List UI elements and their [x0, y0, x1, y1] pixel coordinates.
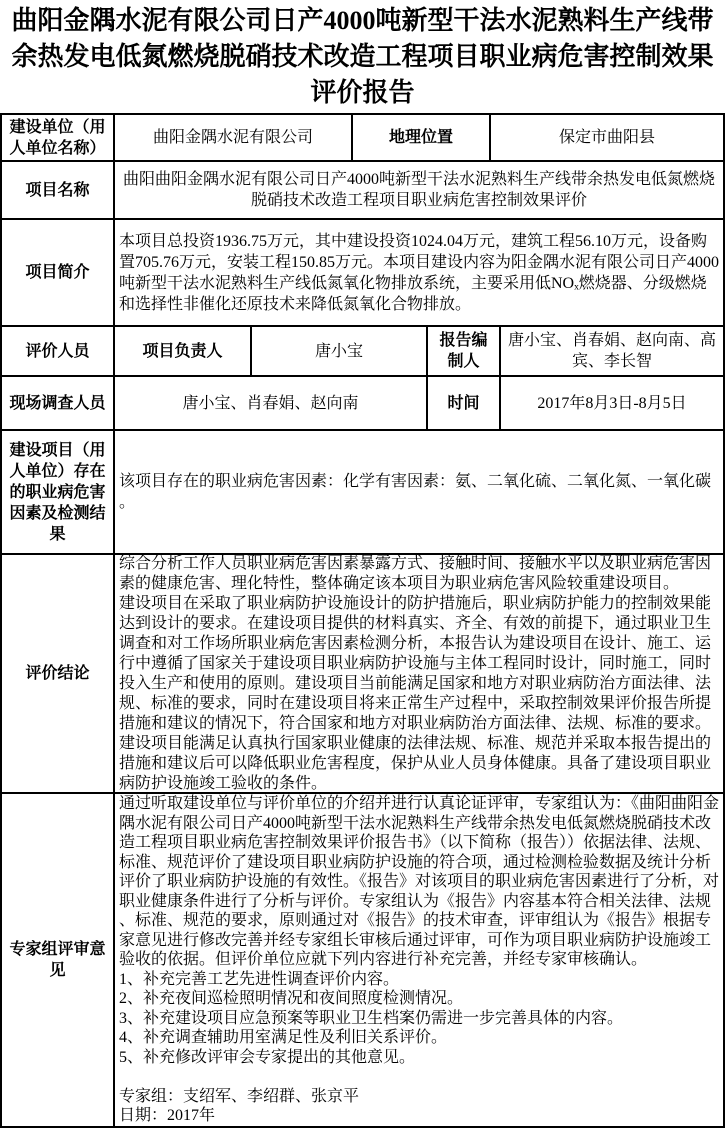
row-expert-review — [2, 792, 723, 1126]
project-leader-value: 唐小宝 — [250, 327, 426, 375]
report-writers-label: 报告编制人 — [426, 327, 499, 375]
report-writers-value: 唐小宝、肖春娟、赵向南、高宾、李长智 — [499, 327, 723, 375]
expert-review-item: 1、补充完善工艺先进性调查评价内容。 — [119, 970, 400, 988]
expert-review-paragraph: 通过听取建设单位与评价单位的介绍并进行认真论证评审，专家组认为：《曲阳曲阳金隅水泥有限公司日产4000吨新型干法水泥熟料生产线带余热发电低氮燃烧脱硝技术改造工程项目职业病危害控制效果评价报告书》（以下简称（报告））依据法律、法规、标准、规范评价了建设项目职业病防护设施的符合项，通过检测检验数据及统计分析评价了职业病防护设施的有效性。《报告》对该项目的职业病危害因素进行了分析，对职业健康条件进行了分析与评价。专家组认为《报告》内容基本符合相关法律、法规、标准、规范的要求，原则通过对《报告》的技术审查，评审组认为《报告》根据专家意见进行修改完善并经专家组长审核后通过评审，可作为项目职业病防护设施竣工验收的依据。但评价单位应就下列内容进行补充完善，并经专家审核确认。 — [119, 795, 720, 969]
project-name-value: 曲阳曲阳金隅水泥有限公司日产4000吨新型干法水泥熟料生产线带余热发电低氮燃烧脱硝技术改造工程项目职业病危害控制效果评价 — [113, 162, 723, 218]
project-brief-value: 本项目总投资1936.75万元，其中建设投资1024.04万元，建筑工程56.10万元，设备购置705.76万元，安装工程150.85万元。本项目建设内容为阳金隅水泥有限公司日产4000吨新型干法水泥熟料生产线低氮氧化物排放系统，主要采用低NOₓ燃烧器、分级燃烧和选择性非催化还原技术来降低氮氧化合物排放。 — [113, 220, 723, 325]
row-hazards — [2, 429, 723, 553]
survey-value: 唐小宝、肖春娟、赵向南 — [113, 377, 426, 429]
project-name-label: 项目名称 — [25, 181, 90, 199]
row-project-brief — [2, 218, 723, 325]
expert-review-item: 4、补充调查辅助用室满足性及利旧关系评价。 — [119, 1029, 448, 1047]
conclusion-paragraph: 综合分析工作人员职业病危害因素暴露方式、接触时间、接触水平以及职业病危害因素的健康危害、理化特性，整体确定该本项目为职业病危害风险较重建设项目。 — [119, 555, 712, 592]
row-project-name — [2, 160, 723, 218]
blank-line — [119, 1067, 719, 1087]
time-value: 2017年8月3日-8月5日 — [499, 377, 723, 429]
time-label: 时间 — [426, 377, 499, 429]
row-evaluators — [2, 325, 723, 375]
construction-unit-value: 曲阳金隅水泥有限公司 — [113, 115, 351, 160]
row-survey — [2, 375, 723, 429]
report-title: 曲阳金隅水泥有限公司日产4000吨新型干法水泥熟料生产线带余热发电低氮燃烧脱硝技术改造工程项目职业病危害控制效果评价报告 — [11, 5, 714, 107]
conclusion-paragraph: 建设项目在采取了职业病防护设施设计的防护措施后，职业病防护能力的控制效果能达到设计的要求。在建设项目提供的材料真实、齐全、有效的前提下，通过职业卫生调查和对工作场所职业病危害因素检测分析，本报告认为建设项目在设计、施工、运行中遵循了国家关于建设项目职业病防护设施与主体工程同时设计，同时施工，同时投入生产和使用的原则。建设项目当前能满足国家和地方对职业病防治方面法律、法规、标准的要求，同时在建设项目将来正常生产过程中，采取控制效果评价报告所提措施和建议的情况下，符合国家和地方对职业病防治方面法律、法规、标准的要求。建设项目能满足认真执行国家职业健康的法律法规、标准、规范并采取本报告提出的措施和建议后可以降低职业危害程度，保护从业人员身体健康。具备了建设项目职业病防护设施竣工验收的条件。 — [119, 594, 712, 792]
expert-review-item: 2、补充夜间巡检照明情况和夜间照度检测情况。 — [119, 990, 464, 1008]
expert-group-line: 专家组：支绍军、李绍群、张京平 — [119, 1087, 360, 1105]
project-brief-label: 项目简介 — [25, 264, 90, 281]
location-value: 保定市曲阳县 — [489, 115, 723, 160]
row-construction-unit — [2, 115, 723, 160]
location-label: 地理位置 — [351, 115, 489, 160]
construction-unit-label: 建设单位（用人单位名称） — [9, 118, 106, 157]
conclusion-value — [113, 555, 723, 792]
row-conclusion — [2, 553, 723, 792]
expert-review-value — [113, 794, 723, 1126]
evaluators-label: 评价人员 — [25, 342, 90, 360]
hazards-label: 建设项目（用人单位）存在的职业病危害因素及检测结果 — [9, 441, 106, 543]
expert-review-label: 专家组评审意见 — [9, 941, 106, 979]
project-leader-label: 项目负责人 — [113, 327, 250, 375]
hazards-value: 该项目存在的职业病危害因素：化学有害因素：氨、二氧化硫、二氧化氮、一氧化碳。 — [113, 431, 723, 553]
report-table — [0, 113, 725, 1128]
expert-review-item: 3、补充建设项目应急预案等职业卫生档案仍需进一步完善具体的内容。 — [119, 1009, 624, 1027]
expert-review-item: 5、补充修改评审会专家提出的其他意见。 — [119, 1048, 416, 1066]
date-line: 日期：2017年 — [119, 1107, 216, 1125]
conclusion-label: 评价结论 — [25, 665, 90, 682]
survey-label: 现场调查人员 — [9, 394, 106, 412]
